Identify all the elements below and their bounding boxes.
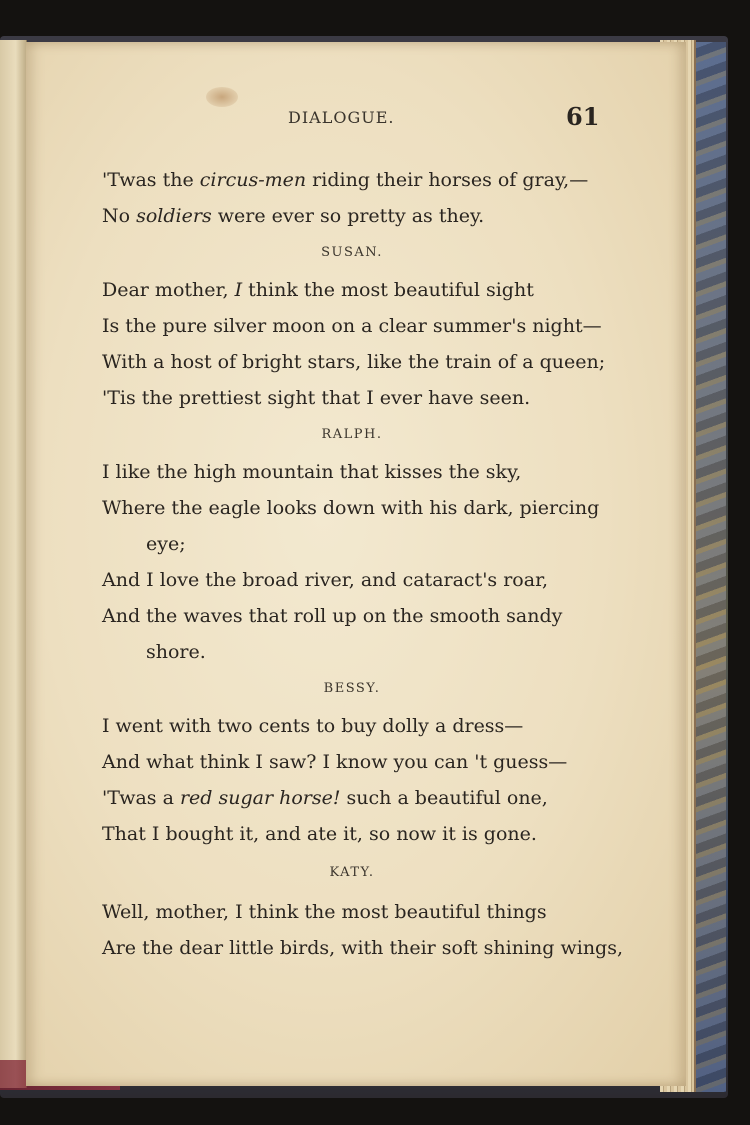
book-page (26, 42, 686, 1086)
stanza (102, 852, 624, 966)
verse-line: Is the pure silver moon on a clear summer's night— (102, 315, 602, 337)
speaker-name: RALPH. (321, 427, 383, 442)
page-number: 61 (566, 102, 600, 131)
speaker-name: KATY. (329, 865, 375, 880)
verse-line: Are the dear little birds, with their soft shining wings, (102, 937, 624, 959)
verse-line: 'Tis the prettiest sight that I ever have seen. (102, 387, 531, 409)
verse-line: That I bought it, and ate it, so now it is gone. (102, 823, 537, 845)
speaker-name: BESSY. (323, 681, 381, 696)
verse-line: 'Twas a red sugar horse! such a beautiful one, (102, 787, 548, 809)
verse-line: I like the high mountain that kisses the sky, (102, 461, 522, 483)
verse-line: 'Twas the circus-men riding their horses of gray,— (102, 169, 589, 191)
verse-line: Dear mother, I think the most beautiful sight (102, 279, 534, 301)
stanza (102, 416, 602, 670)
poem-body (102, 162, 624, 966)
verse-line-continuation: shore. (146, 641, 206, 663)
running-head: DIALOGUE. (288, 108, 395, 127)
stanza (102, 670, 602, 852)
verse-line: I went with two cents to buy dolly a dress— (102, 715, 524, 737)
verse-line-continuation: eye; (146, 533, 186, 555)
speaker-name: SUSAN. (321, 245, 383, 260)
verse-line: Well, mother, I think the most beautiful things (102, 901, 547, 923)
stanza (102, 234, 606, 416)
paper-stain (206, 87, 238, 107)
verse-line: With a host of bright stars, like the train of a queen; (102, 351, 606, 373)
verse-line: No soldiers were ever so pretty as they. (102, 205, 485, 227)
verse-line: And I love the broad river, and cataract's roar, (102, 569, 549, 591)
stanza (102, 162, 602, 234)
facing-page-edge (0, 40, 27, 1088)
verse-line: Where the eagle looks down with his dark, piercing (102, 497, 600, 519)
verse-line: And what think I saw? I know you can 't guess— (102, 751, 568, 773)
verse-line: And the waves that roll up on the smooth sandy (102, 605, 563, 627)
